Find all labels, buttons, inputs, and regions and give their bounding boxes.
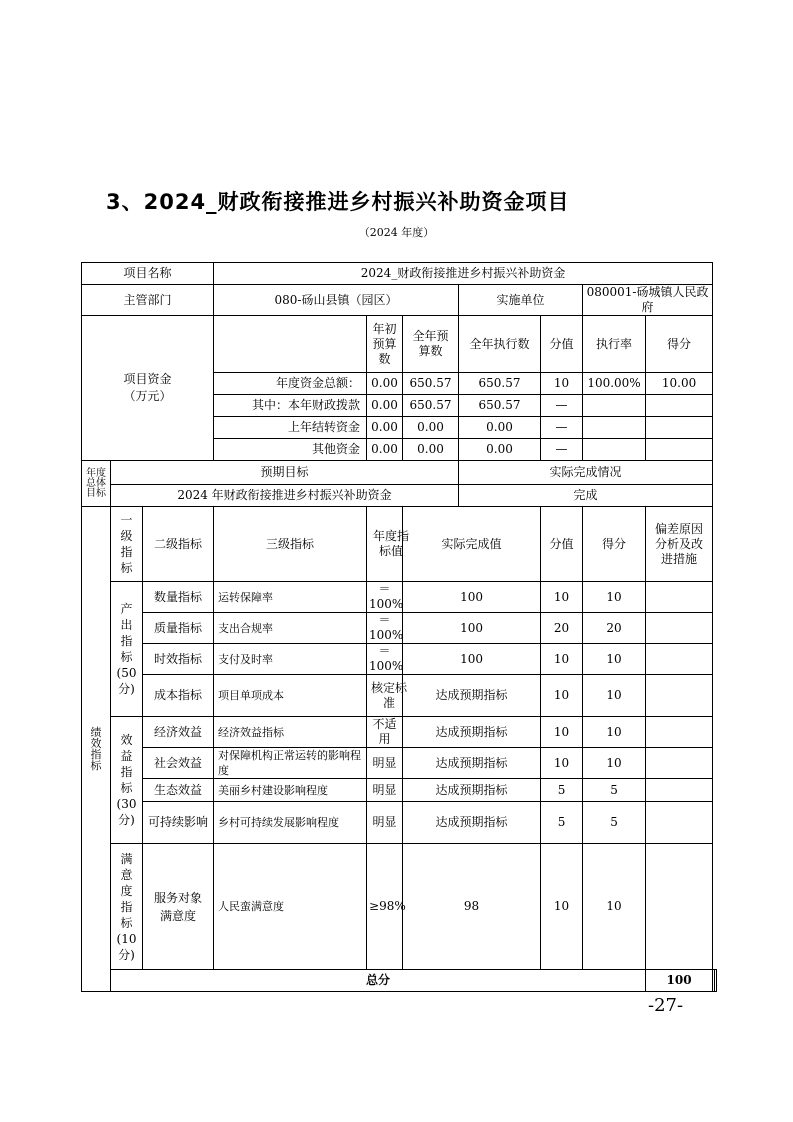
score-cell: 10 <box>583 717 646 748</box>
actual-cell: 达成预期指标 <box>403 748 541 779</box>
perf-row <box>82 675 717 717</box>
actual-goal-value: 完成 <box>459 485 713 507</box>
impl-unit-value: 080001-砀城镇人民政府 <box>583 285 713 316</box>
level1-header: 一级指标 <box>111 507 143 582</box>
score-header: 得分 <box>646 316 713 373</box>
level3-cell: 支付及时率 <box>214 644 367 675</box>
department-row <box>82 285 717 316</box>
funds-score: 10.00 <box>646 373 713 395</box>
funds-initial: 0.00 <box>367 417 403 439</box>
level3-cell: 人民蛮满意度 <box>214 844 367 970</box>
initial-budget-header: 年初预算数 <box>367 316 403 373</box>
score-cell: 10 <box>583 844 646 970</box>
target-cell: ＝100% <box>367 613 403 644</box>
project-name-row <box>82 263 717 285</box>
target-cell: ＝100% <box>367 644 403 675</box>
annual-value-header: 年度指标值 <box>367 507 403 582</box>
funds-weight: — <box>541 439 583 461</box>
target-cell: 明显 <box>367 779 403 802</box>
level2-header: 二级指标 <box>143 507 214 582</box>
target-cell: 核定标准 <box>367 675 403 717</box>
target-cell: 不适用 <box>367 717 403 748</box>
annual-goal-header-row <box>82 461 717 485</box>
actual-cell: 达成预期指标 <box>403 675 541 717</box>
perf-row <box>82 802 717 844</box>
score-header: 得分 <box>583 507 646 582</box>
actual-goal-header: 实际完成情况 <box>459 461 713 485</box>
perf-row <box>82 844 717 970</box>
actual-cell: 98 <box>403 844 541 970</box>
funds-initial: 0.00 <box>367 373 403 395</box>
perf-row <box>82 717 717 748</box>
perf-header-row <box>82 507 717 582</box>
funds-full: 650.57 <box>403 395 459 417</box>
weight-cell: 10 <box>541 644 583 675</box>
funds-score <box>646 417 713 439</box>
level3-cell: 乡村可持续发展影响程度 <box>214 802 367 844</box>
level2-cell: 数量指标 <box>143 582 214 613</box>
funds-rate: 100.00% <box>583 373 646 395</box>
funds-initial: 0.00 <box>367 395 403 417</box>
funds-header-row <box>82 316 717 373</box>
funds-weight: — <box>541 395 583 417</box>
score-cell: 10 <box>583 675 646 717</box>
actual-cell: 达成预期指标 <box>403 717 541 748</box>
funds-executed: 0.00 <box>459 439 541 461</box>
expected-goal-value: 2024 年财政衔接推进乡村振兴补助资金 <box>111 485 459 507</box>
level2-cell: 质量指标 <box>143 613 214 644</box>
deviation-header: 偏差原因分析及改进措施 <box>646 507 713 582</box>
score-cell: 20 <box>583 613 646 644</box>
deviation-cell <box>646 582 713 613</box>
total-weight: 100 <box>646 970 713 992</box>
full-budget-header: 全年预算数 <box>403 316 459 373</box>
dept-label: 主管部门 <box>82 285 214 316</box>
score-cell: 5 <box>583 802 646 844</box>
perf-row <box>82 779 717 802</box>
funds-score <box>646 395 713 417</box>
weight-cell: 10 <box>541 675 583 717</box>
funds-row-label: 其他资金 <box>214 439 367 461</box>
performance-table <box>81 262 717 992</box>
funds-row-label: 其中：本年财政拨款 <box>214 395 367 417</box>
level2-cell: 生态效益 <box>143 779 214 802</box>
level3-cell: 对保障机构正常运转的影响程度 <box>214 748 367 779</box>
level2-cell: 可持续影响 <box>143 802 214 844</box>
funds-executed: 0.00 <box>459 417 541 439</box>
weight-cell: 10 <box>541 582 583 613</box>
annual-goal-row <box>82 485 717 507</box>
deviation-cell <box>646 644 713 675</box>
funds-executed: 650.57 <box>459 395 541 417</box>
funds-weight: — <box>541 417 583 439</box>
exec-rate-header: 执行率 <box>583 316 646 373</box>
funds-initial: 0.00 <box>367 439 403 461</box>
funds-weight: 10 <box>541 373 583 395</box>
deviation-cell <box>646 748 713 779</box>
perf-row <box>82 644 717 675</box>
score-cell: 10 <box>583 582 646 613</box>
benefit-group-label: 效益指标(30分) <box>111 717 143 844</box>
page-title: 3、2024_财政衔接推进乡村振兴补助资金项目 <box>106 190 570 214</box>
funds-rate <box>583 395 646 417</box>
weight-cell: 10 <box>541 748 583 779</box>
actual-cell: 达成预期指标 <box>403 802 541 844</box>
page-subtitle: （2024 年度） <box>358 226 435 239</box>
weight-cell: 5 <box>541 779 583 802</box>
impl-unit-label: 实施单位 <box>459 285 583 316</box>
deviation-cell <box>646 844 713 970</box>
perf-section-label: 绩效指标 <box>82 507 111 992</box>
satisfaction-group-label: 满意度指标(10分) <box>111 844 143 970</box>
dept-value: 080-砀山县镇（园区） <box>214 285 459 316</box>
actual-cell: 达成预期指标 <box>403 779 541 802</box>
perf-row <box>82 613 717 644</box>
score-cell: 10 <box>583 748 646 779</box>
deviation-cell <box>646 675 713 717</box>
funds-row-label: 上年结转资金 <box>214 417 367 439</box>
output-group-label: 产出指标(50分) <box>111 582 143 717</box>
perf-row <box>82 582 717 613</box>
deviation-cell <box>646 717 713 748</box>
level2-cell: 服务对象满意度 <box>143 844 214 970</box>
level3-cell: 支出合规率 <box>214 613 367 644</box>
project-name-label: 项目名称 <box>82 263 214 285</box>
deviation-cell <box>646 613 713 644</box>
level3-cell: 运转保障率 <box>214 582 367 613</box>
weight-cell: 20 <box>541 613 583 644</box>
target-cell: ≥98% <box>367 844 403 970</box>
total-row <box>82 970 717 992</box>
funds-label: 项目资金（万元） <box>82 316 214 461</box>
level2-cell: 成本指标 <box>143 675 214 717</box>
expected-goal-header: 预期目标 <box>111 461 459 485</box>
level2-cell: 社会效益 <box>143 748 214 779</box>
level3-cell: 美丽乡村建设影响程度 <box>214 779 367 802</box>
funds-score <box>646 439 713 461</box>
deviation-cell <box>646 779 713 802</box>
actual-value-header: 实际完成值 <box>403 507 541 582</box>
funds-full: 0.00 <box>403 417 459 439</box>
actual-cell: 100 <box>403 613 541 644</box>
level3-cell: 项目单项成本 <box>214 675 367 717</box>
weight-cell: 10 <box>541 717 583 748</box>
funds-full: 0.00 <box>403 439 459 461</box>
annual-goal-label: 年度总体目标 <box>82 461 111 507</box>
level2-cell: 时效指标 <box>143 644 214 675</box>
total-label: 总分 <box>111 970 646 992</box>
level3-header: 三级指标 <box>214 507 367 582</box>
project-name-value: 2024_财政衔接推进乡村振兴补助资金 <box>214 263 713 285</box>
score-weight-header: 分值 <box>541 316 583 373</box>
level3-cell: 经济效益指标 <box>214 717 367 748</box>
deviation-cell <box>646 802 713 844</box>
target-cell: ＝100% <box>367 582 403 613</box>
weight-cell: 5 <box>541 802 583 844</box>
target-cell: 明显 <box>367 748 403 779</box>
target-cell: 明显 <box>367 802 403 844</box>
page-number: -27- <box>648 995 684 1016</box>
score-cell: 10 <box>583 644 646 675</box>
funds-header-blank <box>214 316 367 373</box>
executed-header: 全年执行数 <box>459 316 541 373</box>
funds-full: 650.57 <box>403 373 459 395</box>
weight-cell: 10 <box>541 844 583 970</box>
funds-executed: 650.57 <box>459 373 541 395</box>
actual-cell: 100 <box>403 582 541 613</box>
funds-row-label: 年度资金总额： <box>214 373 367 395</box>
funds-rate <box>583 417 646 439</box>
actual-cell: 100 <box>403 644 541 675</box>
weight-header: 分值 <box>541 507 583 582</box>
total-blank <box>715 970 717 992</box>
level2-cell: 经济效益 <box>143 717 214 748</box>
funds-rate <box>583 439 646 461</box>
perf-row <box>82 748 717 779</box>
score-cell: 5 <box>583 779 646 802</box>
